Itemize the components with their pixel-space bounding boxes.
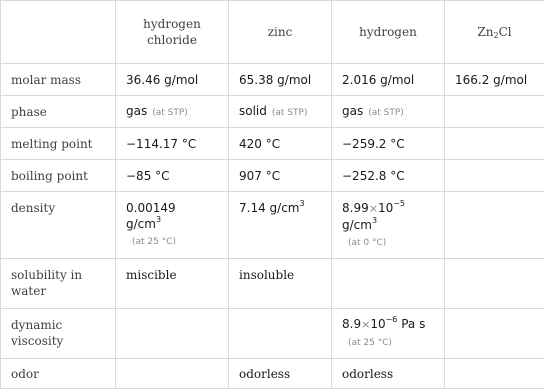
table-cell — [445, 309, 544, 359]
table-cell: 65.38 g/mol — [229, 64, 332, 96]
table-cell: 907 °C — [229, 160, 332, 192]
table-cell — [445, 160, 544, 192]
row-label-boiling-point: boiling point — [1, 160, 116, 192]
table-row — [1, 160, 544, 192]
column-header-hydrogen: hydrogen — [332, 1, 445, 64]
table-cell: $8.99\times 10^{-5}$ $g/cm^3$ (at 0 °C) — [332, 192, 445, 259]
table-cell: 420 °C — [229, 128, 332, 160]
corner-cell — [1, 1, 116, 64]
table-cell — [229, 309, 332, 359]
table-cell: odorless — [229, 359, 332, 389]
table-cell: 36.46 g/mol — [116, 64, 229, 96]
header-row — [1, 1, 544, 64]
row-label-dynamic-viscosity: dynamic viscosity — [1, 309, 116, 359]
table-row — [1, 96, 544, 128]
table-cell: 7.14 $g/cm^3$ — [229, 192, 332, 259]
table-cell: 2.016 g/mol — [332, 64, 445, 96]
row-label-molar-mass: molar mass — [1, 64, 116, 96]
table-cell: odorless — [332, 359, 445, 389]
table-cell — [445, 192, 544, 259]
row-label-density: density — [1, 192, 116, 259]
row-label-phase: phase — [1, 96, 116, 128]
table-cell: −259.2 °C — [332, 128, 445, 160]
table-cell: gas (at STP) — [332, 96, 445, 128]
column-header-zinc: zinc — [229, 1, 332, 64]
table-row — [1, 359, 544, 389]
table-cell — [445, 128, 544, 160]
row-label-solubility: solubility in water — [1, 259, 116, 309]
table-cell — [116, 359, 229, 389]
table-row — [1, 64, 544, 96]
table-cell: 0.00149 $g/cm^3$ (at 25 °C) — [116, 192, 229, 259]
table-row — [1, 309, 544, 359]
table-cell — [116, 309, 229, 359]
row-label-melting-point: melting point — [1, 128, 116, 160]
table-cell: −85 °C — [116, 160, 229, 192]
table-cell: −252.8 °C — [332, 160, 445, 192]
table-cell — [445, 96, 544, 128]
table-cell: miscible — [116, 259, 229, 309]
table-cell: insoluble — [229, 259, 332, 309]
table-cell: gas (at STP) — [116, 96, 229, 128]
table-cell: 166.2 g/mol — [445, 64, 544, 96]
table-cell: solid (at STP) — [229, 96, 332, 128]
table-cell — [332, 259, 445, 309]
table-cell — [445, 259, 544, 309]
table-cell: $8.9\times 10^{-6}$ Pa s (at 25 °C) — [332, 309, 445, 359]
table-cell — [445, 359, 544, 389]
row-label-odor: odor — [1, 359, 116, 389]
column-header-line: hydrogen — [143, 17, 201, 31]
column-header-line: chloride — [147, 33, 197, 47]
table-row — [1, 259, 544, 309]
column-header-hydrogen-chloride — [116, 1, 229, 64]
table-cell: −114.17 °C — [116, 128, 229, 160]
table-row — [1, 192, 544, 259]
table-row — [1, 128, 544, 160]
column-header-zn2cl: $Zn_2Cl$ — [445, 1, 544, 64]
